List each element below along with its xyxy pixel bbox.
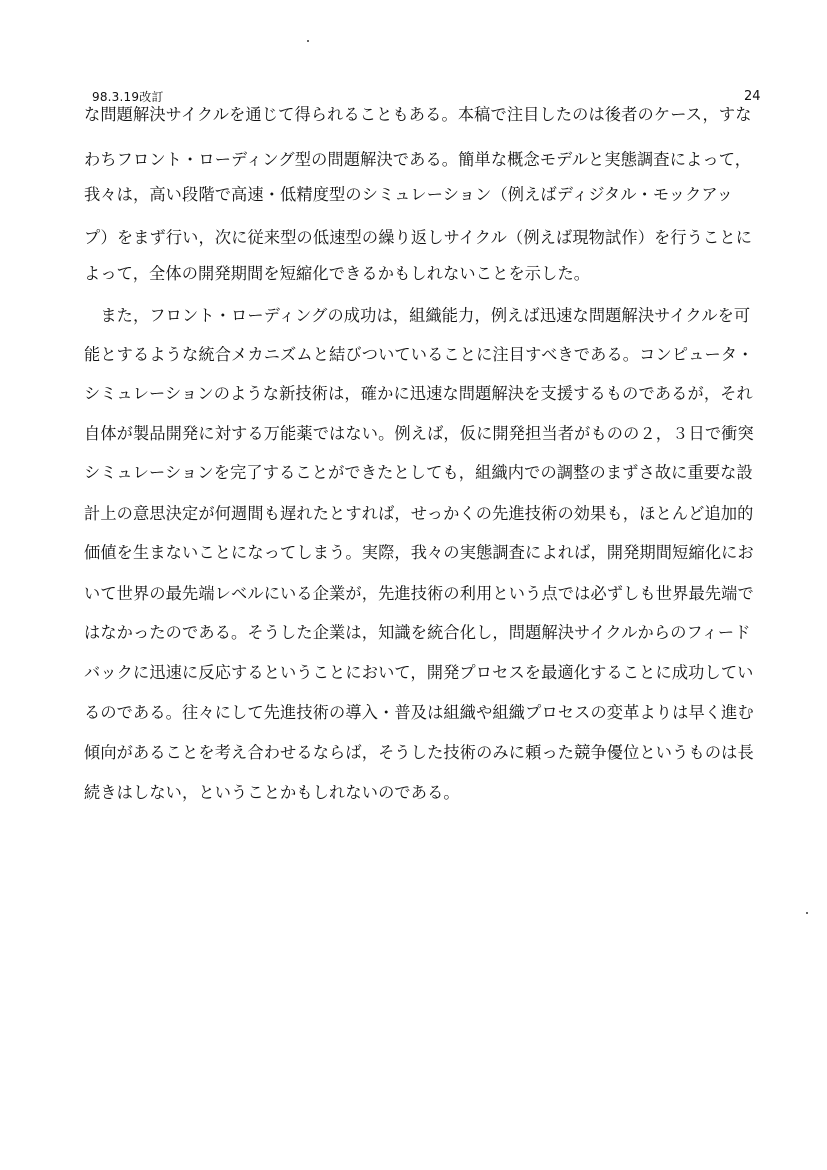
text-line: プ）をまず行い，次に従来型の低速型の繰り返しサイクル（例えば現物試作）を行うことに	[84, 228, 753, 247]
text-line: 計上の意思決定が何週間も遅れたとすれば，せっかくの先進技術の効果も，ほとんど追加的	[84, 504, 754, 523]
text-line: よって，全体の開発期間を短縮化できるかもしれないことを示した。	[84, 264, 591, 283]
text-line: 傾向があることを考え合わせるならば，そうした技術のみに頼った競争優位というものは長	[84, 743, 754, 762]
scan-speck	[806, 912, 808, 914]
text-line: いて世界の最先端レベルにいる企業が，先進技術の利用という点では必ずしも世界最先端で	[84, 584, 754, 603]
text-line: シミュレーションを完了することができたとしても，組織内での調整のまずさ故に重要な設	[84, 463, 753, 482]
text-line: はなかったのである。そうした企業は，知識を統合化し，問題解決サイクルからのフィード	[84, 623, 751, 642]
page-number: 24	[744, 89, 761, 104]
text-line: バックに迅速に反応するということにおいて，開発プロセスを最適化することに成功してい	[84, 663, 754, 682]
text-line: 能とするような統合メカニズムと結びついていることに注目すべきである。コンピュータ・	[84, 345, 754, 364]
text-line: 自体が製品開発に対する万能薬ではない。例えば，仮に開発担当者がものの２，３日で衝突	[84, 424, 754, 443]
scan-speck	[307, 40, 309, 42]
text-line: 我々は，高い段階で高速・低精度型のシミュレーション（例えばディジタル・モックアッ	[84, 185, 733, 204]
text-line: るのである。往々にして先進技術の導入・普及は組織や組織プロセスの変革よりは早く進む	[84, 703, 754, 722]
text-line: わちフロント・ローディング型の問題解決である。簡単な概念モデルと実態調査によって，	[84, 150, 752, 169]
text-line: な問題解決サイクルを通じて得られることもある。本稿で注目したのは後者のケース，すな	[84, 105, 752, 124]
revision-date: 98.3.19改訂	[92, 90, 164, 104]
text-line: シミュレーションのような新技術は，確かに迅速な問題解決を支援するものであるが，それ	[84, 384, 753, 403]
text-line: また，フロント・ローディングの成功は，組織能力，例えば迅速な問題解決サイクルを可	[84, 306, 751, 325]
text-line: 価値を生まないことになってしまう。実際，我々の実態調査によれば，開発期間短縮化にお	[84, 543, 754, 562]
text-line: 続きはしない，ということかもしれないのである。	[84, 783, 460, 802]
